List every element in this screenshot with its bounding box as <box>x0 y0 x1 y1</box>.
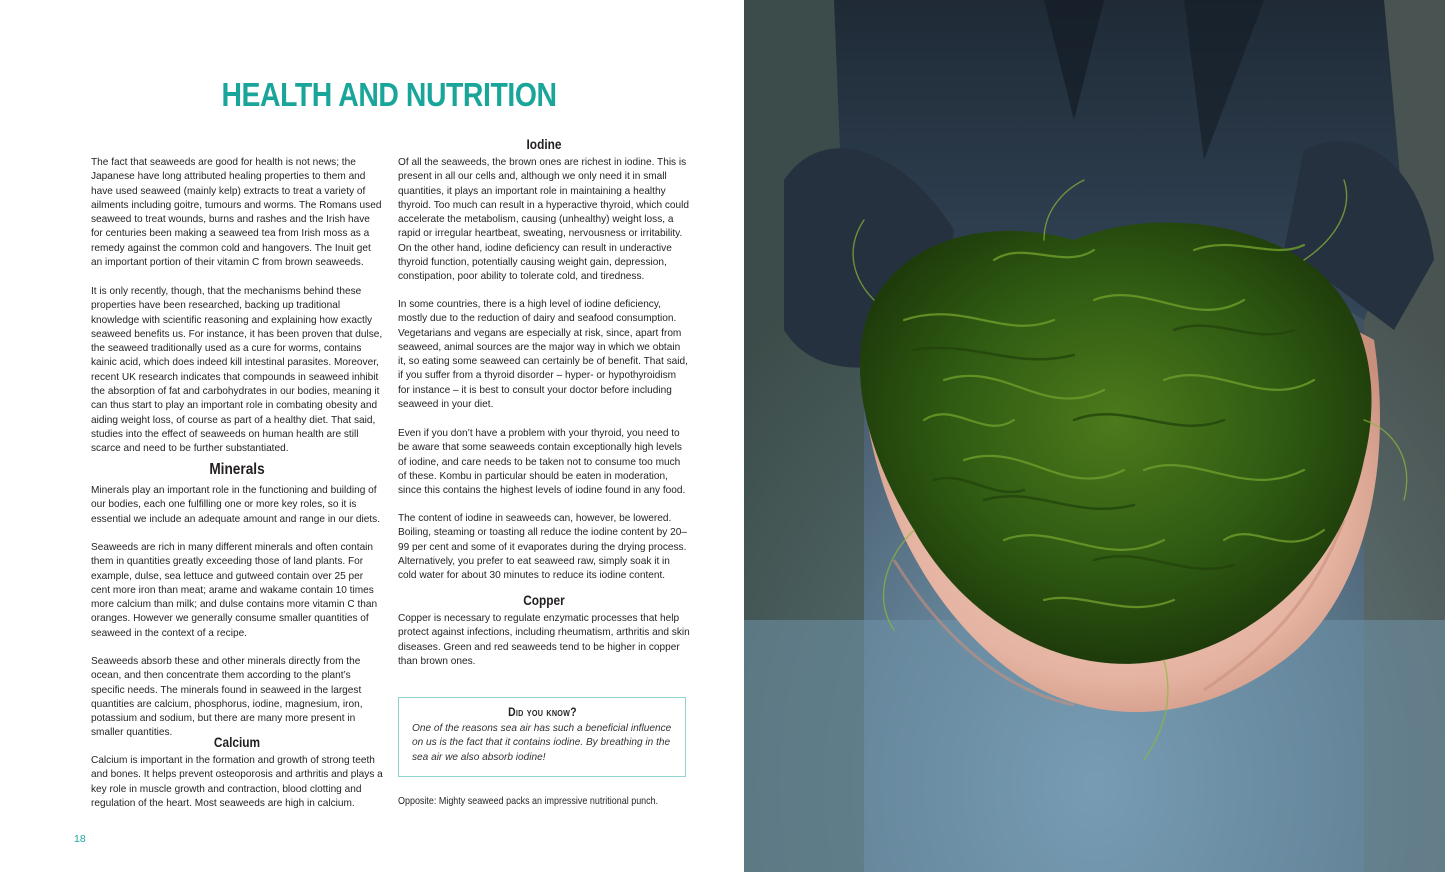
copper-heading: Copper <box>523 593 565 608</box>
iodine-paragraph-3: Even if you don’t have a problem with your thyroid, you need to be aware that some seaweeds contain exceptionally high levels of iodine, and care needs to be taken not to consume too much of these. Kombu in particular should be eaten in moderation, since this contains the highest levels of iodine found in any food. <box>398 428 686 497</box>
photo-caption: Opposite: Mighty seaweed packs an impressive nutritional punch. <box>398 796 659 807</box>
page-number: 18 <box>74 833 86 845</box>
page-title: HEALTH AND NUTRITION <box>221 76 557 113</box>
intro-paragraph-1: The fact that seaweeds are good for health is not news; the Japanese have long attributed healing properties to them and have used seaweed (mainly kelp) extracts to treat a variety of ailments including goitre, tumours and worms. The Romans used seaweed to treat wounds, burns and rashes and the Irish have for centuries been making a seaweed tea from Irish moss as a remedy against the common cold and hangovers. The Inuit get an important portion of their vitamin C from brown seaweeds. <box>91 157 382 269</box>
iodine-heading: Iodine <box>526 137 562 152</box>
seaweed-hands-illustration <box>744 0 1445 872</box>
minerals-paragraph-3: Seaweeds absorb these and other minerals directly from the ocean, and then concentrate them according to the plant’s specific needs. The minerals found in seaweed in the largest quantities are calcium, phosphorus, iodine, magnesium, iron, potassium and sodium, but there are many more present in smaller quantities. <box>91 656 363 739</box>
iodine-paragraph-1: Of all the seaweeds, the brown ones are richest in iodine. This is present in all our cells and, although we only need it in small quantities, it plays an important role in maintaining a healthy thyroid. Too much can result in a hyperactive thyroid, which could accelerate the metabolism, causing (unhealthy) weight loss, a rapid or irregular heartbeat, sweating, nervousness or irritability. On the other hand, iodine deficiency can result in underactive thyroid function, potentially causing weight gain, depression, constipation, poor ability to tolerate cold, and tiredness. <box>398 157 689 283</box>
minerals-paragraph-2: Seaweeds are rich in many different minerals and often contain them in quantities greatly exceeding those of land plants. For example, dulse, sea lettuce and gutweed contain over 25 per cent more iron than meat; arame and wakame contain 10 times more calcium than milk; and dulse contains more vitamin C than oranges. However we generally consume smaller quantities of seaweed in the context of a recipe. <box>91 542 378 639</box>
seaweed-photo <box>744 0 1445 872</box>
minerals-paragraph-1: Minerals play an important role in the functioning and building of our bodies, each one fulfilling one or more key roles, so it is essential we include an adequate amount and range in our diets. <box>91 485 380 525</box>
calcium-heading: Calcium <box>213 735 261 750</box>
callout-text: One of the reasons sea air has such a beneficial influence on us is the fact that it contains iodine. By breathing in the sea air we also absorb iodine! <box>412 723 672 763</box>
intro-paragraph-2: It is only recently, though, that the mechanisms behind these properties have been researched, backing up traditional knowledge with scientific reasoning and explaining how exactly seaweed benefits us. For instance, it has been proven that dulse, the seaweed traditionally used as a cure for worms, contains kainic acid, which does indeed kill intestinal parasites. Moreover, recent UK research indicates that compounds in seaweed inhibit the absorption of fat and carbohydrates in our bodies, meaning it can thus start to play an important role in combating obesity and aiding weight loss, of course as part of a healthy diet. That said, studies into the effect of seaweeds on human health are still scarce and need to be further substantiated. <box>91 286 383 455</box>
iodine-paragraph-2: In some countries, there is a high level of iodine deficiency, mostly due to the reduction of dairy and seafood consumption. Vegetarians and vegans are especially at risk, since, apart from seaweed, animal sources are the major way in which we obtain it, so eating some seaweed can certainly be of benefit. That said, if you suffer from a thyroid disorder – hyper- or hypothyroidism for instance – it is best to consult your doctor before including seaweed in your diet. <box>398 299 688 411</box>
minerals-heading: Minerals <box>209 461 265 478</box>
copper-paragraph: Copper is necessary to regulate enzymatic processes that help protect against infections, including rheumatism, arthritis and skin diseases. Green and red seaweeds tend to be higher in copper than brown ones. <box>398 613 690 667</box>
callout-title: Did you know? <box>508 707 577 719</box>
calcium-paragraph: Calcium is important in the formation and growth of strong teeth and bones. It helps prevent osteoporosis and arthritis and plays a key role in muscle growth and contraction, blood clotting and regulation of the heart. Most seaweeds are high in calcium. <box>91 755 383 809</box>
iodine-paragraph-4: The content of iodine in seaweeds can, however, be lowered. Boiling, steaming or toasting all reduce the iodine content by 20–99 per cent and some of it evaporates during the drying process. Alternatively, you prefer to eat seaweed raw, simply soak it in cold water for about 30 minutes to reduce its iodine content. <box>398 513 687 582</box>
did-you-know-callout <box>398 697 686 777</box>
